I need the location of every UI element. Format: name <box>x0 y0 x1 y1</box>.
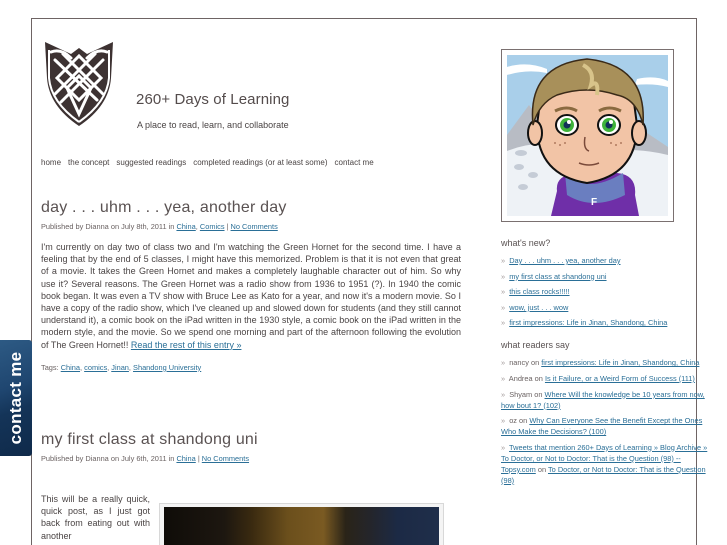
nav-item-the-concept[interactable]: the concept <box>68 158 110 167</box>
comment-post-link[interactable]: Where Will the knowledge be 10 years from now, how bout 1? (102) <box>501 389 705 410</box>
nav-item-contact-me[interactable]: contact me <box>334 158 374 167</box>
comment-post-link[interactable]: To Doctor, or Not to Doctor: That is the Question (98) <box>501 464 706 485</box>
recent-post-link[interactable]: my first class at shandong uni <box>509 271 607 281</box>
recent-post-link[interactable]: first impressions: Life in Jinan, Shandong, China <box>509 318 668 328</box>
nav-item-completed-readings[interactable]: completed readings (or at least some) <box>193 158 328 167</box>
recent-comments-list <box>501 357 709 485</box>
post-title[interactable]: my first class at shandong uni <box>41 431 258 448</box>
post-byline: Published by Dianna on July 8th, 2011 in <box>41 222 177 231</box>
bullet-icon: » <box>501 318 506 328</box>
nav-item-suggested-readings[interactable]: suggested readings <box>116 158 187 167</box>
post-body <box>41 241 461 351</box>
bullet-icon: » <box>501 271 506 281</box>
bullet-icon: » <box>501 287 506 297</box>
comment-on: on <box>532 389 545 399</box>
comment-author: oz <box>509 416 517 426</box>
read-more-link[interactable]: Read the rest of this entry » <box>130 339 242 350</box>
comments-link[interactable]: No Comments <box>230 222 278 231</box>
nav-item-home[interactable]: home <box>41 158 62 167</box>
list-item <box>501 302 709 313</box>
post <box>41 431 461 545</box>
page-frame <box>31 18 708 545</box>
tags-label: Tags: <box>41 362 61 372</box>
avatar <box>501 49 674 222</box>
celtic-knot-logo-icon[interactable] <box>41 38 117 128</box>
post-meta <box>41 454 461 463</box>
bullet-icon: » <box>501 256 506 265</box>
avatar-image <box>507 55 668 216</box>
sidebar <box>501 238 709 490</box>
list-item <box>501 442 709 486</box>
post-byline: Published by Dianna on July 6th, 2011 in <box>41 454 177 463</box>
readers-say-heading: what readers say <box>501 340 570 351</box>
contact-me-label: contact me <box>6 351 25 445</box>
list-item <box>501 317 709 328</box>
list-item <box>501 389 709 411</box>
bullet-icon: » <box>501 442 506 452</box>
site-tagline: A place to read, learn, and collaborate <box>137 120 289 130</box>
tag-link-shandong-university[interactable]: Shandong University <box>133 362 202 372</box>
photo-image <box>164 507 439 545</box>
meta-separator: | <box>195 454 202 463</box>
comments-link[interactable]: No Comments <box>201 454 250 463</box>
comment-on: on <box>535 464 548 474</box>
comment-on: on <box>528 358 542 368</box>
comment-author: Shyam <box>509 389 533 399</box>
comment-post-link[interactable]: Is it Failure, or a Weird Form of Success (111) <box>544 373 695 383</box>
meta-separator: | <box>224 222 231 231</box>
list-item <box>501 357 709 368</box>
comment-author-link[interactable]: Tweets that mention 260+ Days of Learning » Blog Archive » To Doctor, or Not to Doctor: That is the Question (98) -- Topsy.com <box>501 442 708 474</box>
post <box>41 199 461 372</box>
whats-new-heading: what's new? <box>501 238 551 248</box>
post-tags: Tags: China, comics, Jinan, Shandong University <box>41 362 202 372</box>
tag-link-china[interactable]: China <box>60 362 81 372</box>
category-link-china[interactable]: China <box>176 454 196 463</box>
list-item <box>501 286 709 297</box>
site-title[interactable]: 260+ Days of Learning <box>136 91 290 108</box>
svg-text:F: F <box>591 197 598 208</box>
post-meta: Published by Dianna on July 8th, 2011 in China, Comics | No Comments <box>41 222 278 231</box>
comment-author: Andrea <box>508 373 533 383</box>
list-item <box>501 271 709 282</box>
recent-post-link[interactable]: wow, just . . . wow <box>509 302 569 312</box>
whats-new-list <box>501 255 709 328</box>
list-item <box>501 255 709 266</box>
post-photo[interactable] <box>159 503 444 545</box>
tag-link-jinan[interactable]: Jinan <box>111 362 129 372</box>
post-title[interactable]: day . . . uhm . . . yea, another day <box>41 199 287 216</box>
contact-me-tab[interactable] <box>0 340 32 456</box>
comment-post-link[interactable]: first impressions: Life in Jinan, Shandong, China <box>541 358 700 368</box>
category-link-china[interactable]: China <box>176 222 196 231</box>
recent-post-link[interactable]: this class rocks!!!!! <box>509 287 570 297</box>
comment-post-link[interactable]: Why Can Everyone See the Benefit Except the Ones Who Make the Decisions? (100) <box>501 416 703 437</box>
bullet-icon: » <box>501 389 506 399</box>
comment-on: on <box>517 416 530 426</box>
list-item <box>501 373 709 384</box>
comment-on: on <box>532 373 545 383</box>
bullet-icon: » <box>501 373 506 383</box>
post-body <box>41 493 461 545</box>
list-item <box>501 415 709 437</box>
recent-post-link[interactable]: Day . . . uhm . . . yea, another day <box>509 256 621 265</box>
bullet-icon: » <box>501 358 506 368</box>
post-body-text: This will be a really quick, quick post, as I just got back from eating out with another <box>41 494 150 541</box>
bullet-icon: » <box>501 302 506 312</box>
main-nav <box>41 158 374 167</box>
comment-author: nancy <box>509 358 529 368</box>
bullet-icon: » <box>501 416 506 426</box>
category-link-comics[interactable]: Comics <box>199 222 225 231</box>
tag-link-comics[interactable]: comics <box>84 362 108 372</box>
post-body-text: I'm currently on day two of class two and I'm watching the Green Hornet for the second time. I have a feeling that by the end of 5 classes, I might have this memorized. Problem is that it is not even that great of a movie. It takes the Green Hornet and makes a completely laughable character out of him. So why use it? Several reasons. The Green Hornet was a radio show from 1936 to 1951 (?). In 1940 the comic book began. It was even a TV show with Bruce Lee as Kato for a year, and now it's a modern movie. So I have a copy of the radio show, which I've cleaned up and slowed down for students (and they still cannot understand it), a comic book on the iPad written in the 1930 style, a comic book on the iPad written in the modern style, and the movie. So we spend one morning and part of the afternoon following the evolution of The Green Hornet!! <box>41 242 461 350</box>
